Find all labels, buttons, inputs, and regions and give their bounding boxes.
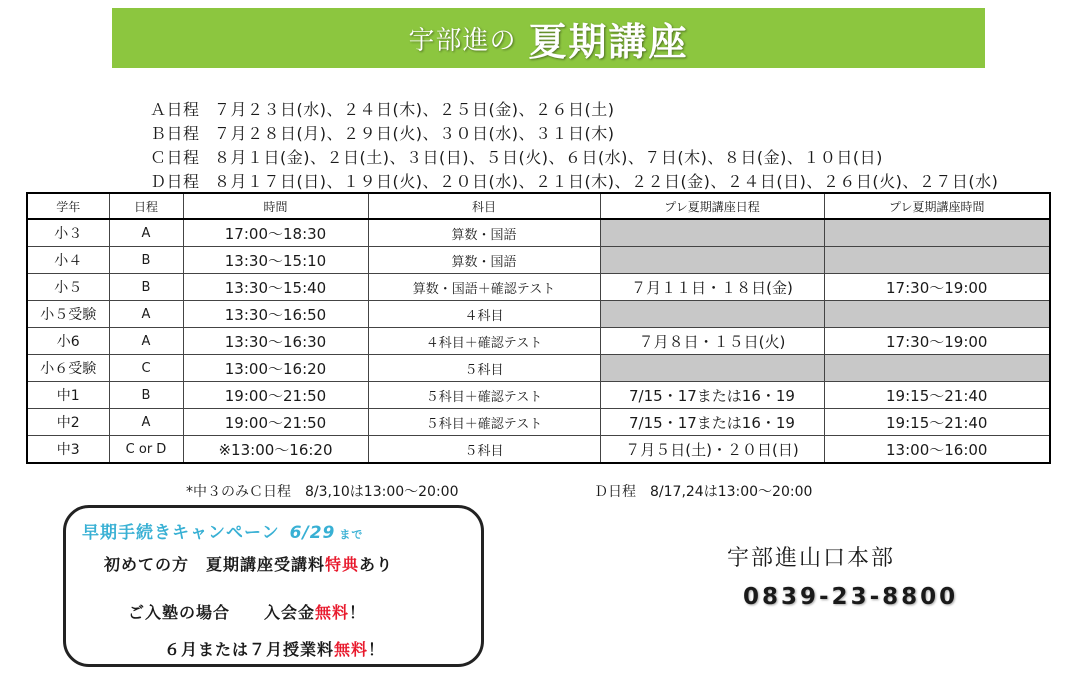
cell-subject: ４科目＋確認テスト	[368, 328, 600, 355]
schedule-dates: ８月１７日(日)、１９日(火)、２０日(水)、２１日(木)、２２日(金)、２４日(日)、２６日(火)、２７日(水)	[214, 172, 999, 191]
schedule-b	[150, 121, 614, 144]
cell-schedule: B	[109, 382, 183, 409]
schedule-label: Ｂ日程	[150, 124, 200, 143]
header-schedule: 日程	[109, 193, 183, 219]
line-text: ご入塾の場合 入会金	[128, 603, 316, 622]
line-suffix: ！	[349, 603, 367, 622]
cell-time: 19:00〜21:50	[183, 409, 368, 436]
header-grade: 学年	[27, 193, 109, 219]
cell-grade: 小３	[27, 219, 109, 247]
campaign-title-text: 早期手続きキャンペーン	[82, 523, 280, 543]
campaign-deadline: 6/29	[289, 523, 336, 543]
schedule-label: Ｃ日程	[150, 148, 200, 167]
header-time: 時間	[183, 193, 368, 219]
campaign-box	[63, 505, 484, 667]
cell-subject: 算数・国語＋確認テスト	[368, 274, 600, 301]
campaign-line-admission	[128, 600, 366, 623]
cell-pre-time: 19:15〜21:40	[824, 382, 1050, 409]
table-row	[27, 328, 1050, 355]
table-row	[27, 436, 1050, 464]
cell-grade: 中2	[27, 409, 109, 436]
campaign-title	[82, 518, 363, 543]
cell-schedule: C	[109, 355, 183, 382]
schedule-dates: ７月２８日(月)、２９日(火)、３０日(水)、３１日(木)	[214, 124, 615, 143]
cell-time: ※13:00〜16:20	[183, 436, 368, 464]
schedule-dates: ７月２３日(水)、２４日(木)、２５日(金)、２６日(土)	[214, 100, 615, 119]
schedule-dates: ８月１日(金)、２日(土)、３日(日)、５日(火)、６日(水)、７日(木)、８日(金)、１０日(日)	[214, 148, 883, 167]
header-pre-time: プレ夏期講座時間	[824, 193, 1050, 219]
cell-subject: ５科目	[368, 355, 600, 382]
schedule-label: Ａ日程	[150, 100, 200, 119]
cell-grade: 小５受験	[27, 301, 109, 328]
cell-pre-date	[600, 301, 824, 328]
cell-pre-time	[824, 219, 1050, 247]
table-row	[27, 409, 1050, 436]
cell-time: 13:30〜15:10	[183, 247, 368, 274]
cell-schedule: C or D	[109, 436, 183, 464]
cell-subject: ５科目	[368, 436, 600, 464]
cell-schedule: A	[109, 328, 183, 355]
table-row	[27, 355, 1050, 382]
cell-schedule: A	[109, 409, 183, 436]
line-highlight: 無料	[334, 640, 369, 659]
cell-subject: ５科目＋確認テスト	[368, 382, 600, 409]
cell-time: 13:30〜16:50	[183, 301, 368, 328]
note-c-schedule: *中３のみＣ日程 8/3,10は13:00〜20:00	[186, 484, 459, 500]
title-banner	[112, 8, 985, 68]
schedule-d	[150, 169, 998, 192]
cell-time: 13:30〜15:40	[183, 274, 368, 301]
schedule-c	[150, 145, 883, 168]
cell-grade: 小６受験	[27, 355, 109, 382]
banner-title: 夏期講座	[528, 19, 689, 64]
cell-time: 13:00〜16:20	[183, 355, 368, 382]
cell-grade: 小５	[27, 274, 109, 301]
cell-grade: 中3	[27, 436, 109, 464]
cell-subject: 算数・国語	[368, 219, 600, 247]
cell-time: 19:00〜21:50	[183, 382, 368, 409]
cell-subject: 算数・国語	[368, 247, 600, 274]
table-row	[27, 219, 1050, 247]
line-highlight: 無料	[315, 603, 350, 622]
cell-pre-date: 7/15・17または16・19	[600, 382, 824, 409]
cell-schedule: B	[109, 274, 183, 301]
cell-pre-time	[824, 301, 1050, 328]
cell-schedule: A	[109, 219, 183, 247]
campaign-line-first-time	[104, 552, 393, 575]
campaign-line-tuition	[164, 637, 385, 660]
cell-time: 13:30〜16:30	[183, 328, 368, 355]
cell-pre-time: 19:15〜21:40	[824, 409, 1050, 436]
cell-pre-date	[600, 247, 824, 274]
table-row	[27, 247, 1050, 274]
cell-pre-date: ７月１１日・１８日(金)	[600, 274, 824, 301]
schedule-a	[150, 97, 614, 120]
banner-prefix: 宇部進の	[408, 25, 517, 56]
cell-pre-time	[824, 355, 1050, 382]
line-text: ６月または７月授業料	[164, 640, 335, 659]
cell-pre-time: 17:30〜19:00	[824, 274, 1050, 301]
cell-pre-date	[600, 355, 824, 382]
cell-pre-time	[824, 247, 1050, 274]
line-highlight: 特典	[325, 555, 360, 574]
cell-grade: 小４	[27, 247, 109, 274]
cell-subject: ４科目	[368, 301, 600, 328]
cell-schedule: A	[109, 301, 183, 328]
table-row	[27, 274, 1050, 301]
cell-subject: ５科目＋確認テスト	[368, 409, 600, 436]
cell-grade: 中1	[27, 382, 109, 409]
campaign-deadline-suffix: まで	[339, 528, 364, 541]
phone-number: 0839-23-8800	[743, 584, 959, 610]
line-suffix: ！	[368, 640, 386, 659]
office-name: 宇部進山口本部	[727, 546, 896, 571]
cell-pre-date: 7/15・17または16・19	[600, 409, 824, 436]
timetable	[26, 192, 1051, 464]
cell-schedule: B	[109, 247, 183, 274]
line-suffix: あり	[359, 555, 394, 574]
table-header-row	[27, 193, 1050, 219]
cell-pre-time: 13:00〜16:00	[824, 436, 1050, 464]
cell-pre-date	[600, 219, 824, 247]
cell-pre-time: 17:30〜19:00	[824, 328, 1050, 355]
cell-pre-date: ７月５日(土)・２０日(日)	[600, 436, 824, 464]
cell-time: 17:00〜18:30	[183, 219, 368, 247]
header-subject: 科目	[368, 193, 600, 219]
table-row	[27, 382, 1050, 409]
line-text: 初めての方 夏期講座受講料	[104, 555, 326, 574]
note-d-schedule: Ｄ日程 8/17,24は13:00〜20:00	[594, 484, 813, 500]
header-pre-date: プレ夏期講座日程	[600, 193, 824, 219]
schedule-label: Ｄ日程	[150, 172, 200, 191]
table-row	[27, 301, 1050, 328]
cell-grade: 小6	[27, 328, 109, 355]
cell-pre-date: ７月８日・１５日(火)	[600, 328, 824, 355]
